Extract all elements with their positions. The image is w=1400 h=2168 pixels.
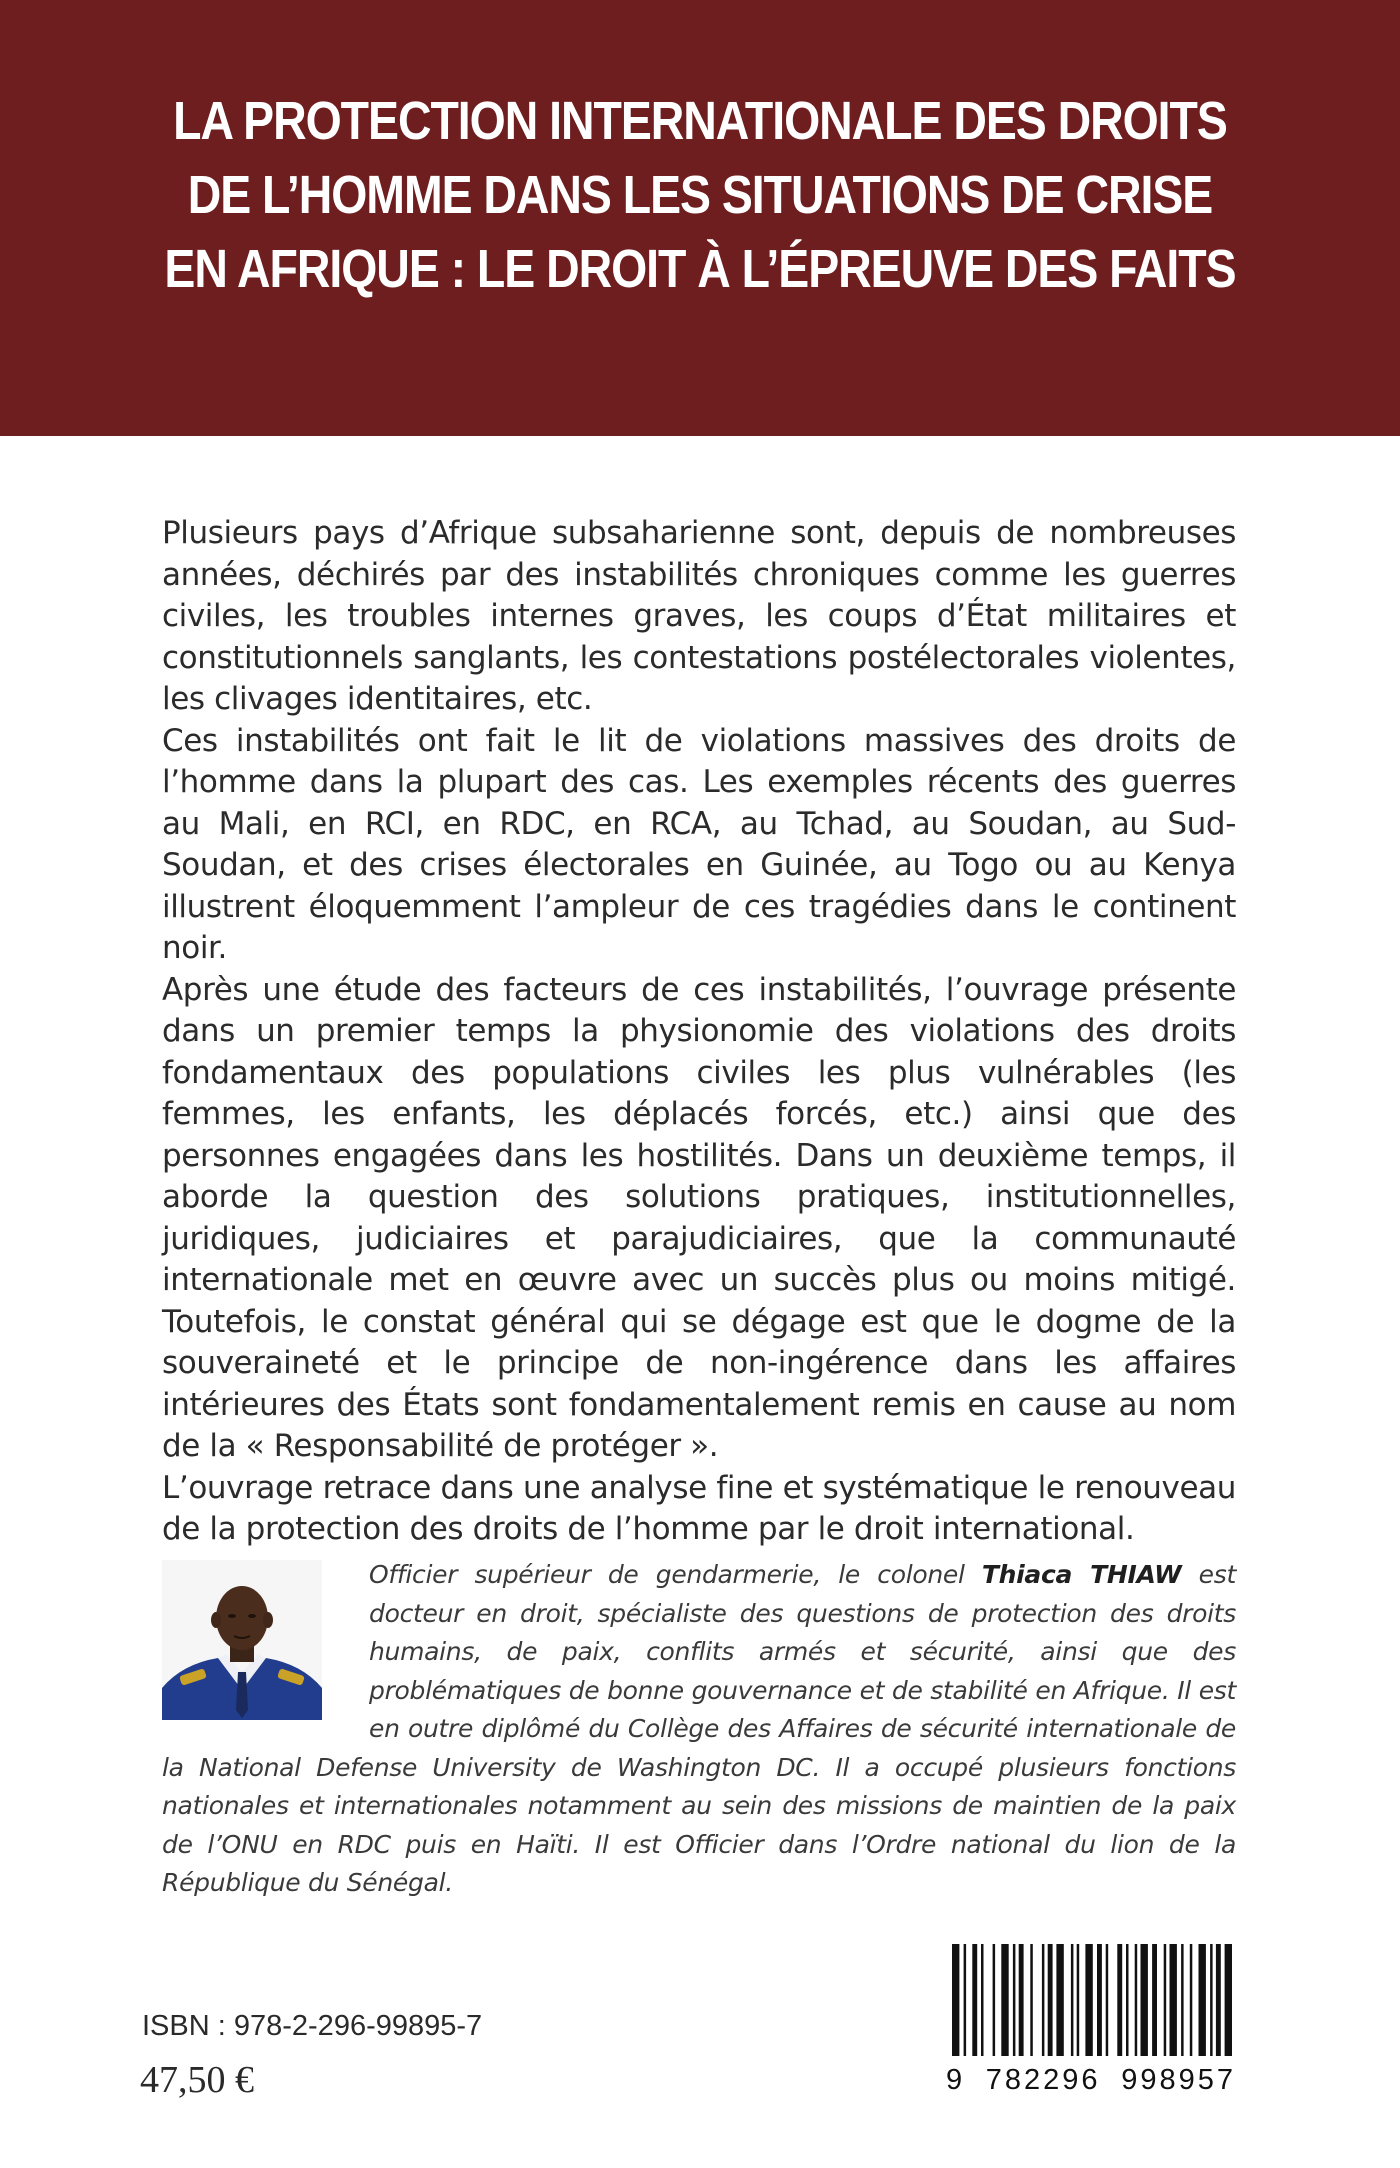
barcode-bar xyxy=(993,1944,996,2056)
barcode-bar xyxy=(1042,1944,1045,2056)
barcode-bar xyxy=(1117,1944,1122,2056)
barcode-bar xyxy=(1097,1944,1102,2056)
barcode-icon xyxy=(946,1944,1236,2056)
barcode-bar xyxy=(1085,1944,1092,2056)
barcode-bar xyxy=(1190,1944,1193,2056)
barcode-bar xyxy=(952,1944,959,2056)
barcode-bar xyxy=(1030,1944,1033,2056)
barcode-bar xyxy=(1199,1944,1206,2056)
title-line: DE L’HOMME DANS LES SITUATIONS DE CRISE xyxy=(187,165,1213,225)
barcode-bar xyxy=(1164,1944,1167,2056)
barcode-digits xyxy=(946,2060,1236,2100)
barcode-digit-group: 998957 xyxy=(1121,2063,1236,2096)
barcode-digit-group: 9 xyxy=(946,2063,966,2096)
barcode-bar xyxy=(1048,1944,1053,2056)
title-line: EN AFRIQUE : LE DROIT À L’ÉPREUVE DES FAITS xyxy=(164,239,1236,299)
synopsis-paragraph: L’ouvrage retrace dans une analyse fine et systématique le renouveau de la protection des droits de l’homme par le droit international. xyxy=(162,1469,1236,1547)
barcode-bar xyxy=(1141,1944,1148,2056)
barcode-bar xyxy=(1135,1944,1138,2056)
barcode-digit-group: 782296 xyxy=(985,2063,1101,2096)
barcode-bar xyxy=(1210,1944,1213,2056)
bio-text: Officier supérieur de gendarmerie, le colonel xyxy=(369,1560,982,1589)
barcode-bar xyxy=(1126,1944,1129,2056)
barcode-bar xyxy=(1170,1944,1177,2056)
author-name: Thiaca THIAW xyxy=(981,1560,1182,1589)
barcode-bar xyxy=(1056,1944,1063,2056)
synopsis-paragraph: Après une étude des facteurs de ces instabilités, l’ouvrage présente dans un premier temps la physionomie des violations des droits fondamentaux des populations civiles les plus vulnérables (les femmes, les enfants, les déplacés forcés, etc.) ainsi que des personnes engagées dans les hostilités. Dans un deuxième temps, il aborde la question des solutions pratiques, institutionnelles, juridiques, judiciaires et parajudiciaires, que la communauté internationale met en œuvre avec un succès plus ou moins mitigé. Toutefois, le constat général qui se dégage est que le dogme de la souveraineté et le principe de non-ingérence dans les affaires intérieures des États sont fondamentalement remis en cause au nom de la « Responsabilité de protéger ». xyxy=(162,971,1236,1464)
synopsis xyxy=(162,513,1236,1551)
synopsis-paragraph: Plusieurs pays d’Afrique subsaharienne sont, depuis de nombreuses années, déchirés par des instabilités chroniques comme les guerres civiles, les troubles internes graves, les coups d’État militaires et constitutionnels sanglants, les contestations postélectorales violentes, les clivages identitaires, etc. xyxy=(162,515,1236,717)
book-title xyxy=(141,84,1259,306)
bio-text: est docteur en droit, spécialiste des questions de protection des droits humains, de paix, conflits armés et sécurité, ainsi que des problématiques de bonne gouvernance et de stabilité en Afrique. Il est en outre diplômé du Collège des Affaires de sécurité internationale de la National Defense University de Washington DC. Il a occupé plusieurs fonctions nationales et internationales notamment au sein des missions de maintien de la paix de l’ONU en RDC puis en Haïti. Il est Officier dans l’Ordre national du lion de la République du Sénégal. xyxy=(162,1560,1236,1897)
barcode-bar xyxy=(1152,1944,1157,2056)
synopsis-paragraph: Ces instabilités ont fait le lit de violations massives des droits de l’homme dans la plupart des cas. Les exemples récents des guerres au Mali, en RCI, en RDC, en RCA, au Tchad, au Soudan, au Sud-Soudan, et des crises électorales en Guinée, au Togo ou au Kenya illustrent éloquemment l’ampleur de ces tragédies dans le continent noir. xyxy=(162,722,1236,966)
barcode-bar xyxy=(1225,1944,1232,2056)
author-bio xyxy=(162,1556,1236,1903)
barcode-bar xyxy=(1019,1944,1024,2056)
barcode-bar xyxy=(981,1944,984,2056)
barcode-bar xyxy=(1001,1944,1008,2056)
price: 47,50 € xyxy=(140,2059,254,2101)
barcode-bar xyxy=(1106,1944,1109,2056)
barcode-bar xyxy=(1216,1944,1221,2056)
isbn: ISBN : 978-2-296-99895-7 xyxy=(142,2010,483,2042)
photo-spacer xyxy=(162,1556,369,1716)
barcode-bar xyxy=(1013,1944,1016,2056)
barcode-bar xyxy=(972,1944,977,2056)
barcode-bar xyxy=(1077,1944,1080,2056)
barcode-bar xyxy=(1071,1944,1074,2056)
barcode-bar xyxy=(964,1944,967,2056)
title-banner xyxy=(0,0,1400,436)
barcode-bar xyxy=(1181,1944,1184,2056)
title-line: LA PROTECTION INTERNATIONALE DES DROITS xyxy=(173,91,1227,151)
